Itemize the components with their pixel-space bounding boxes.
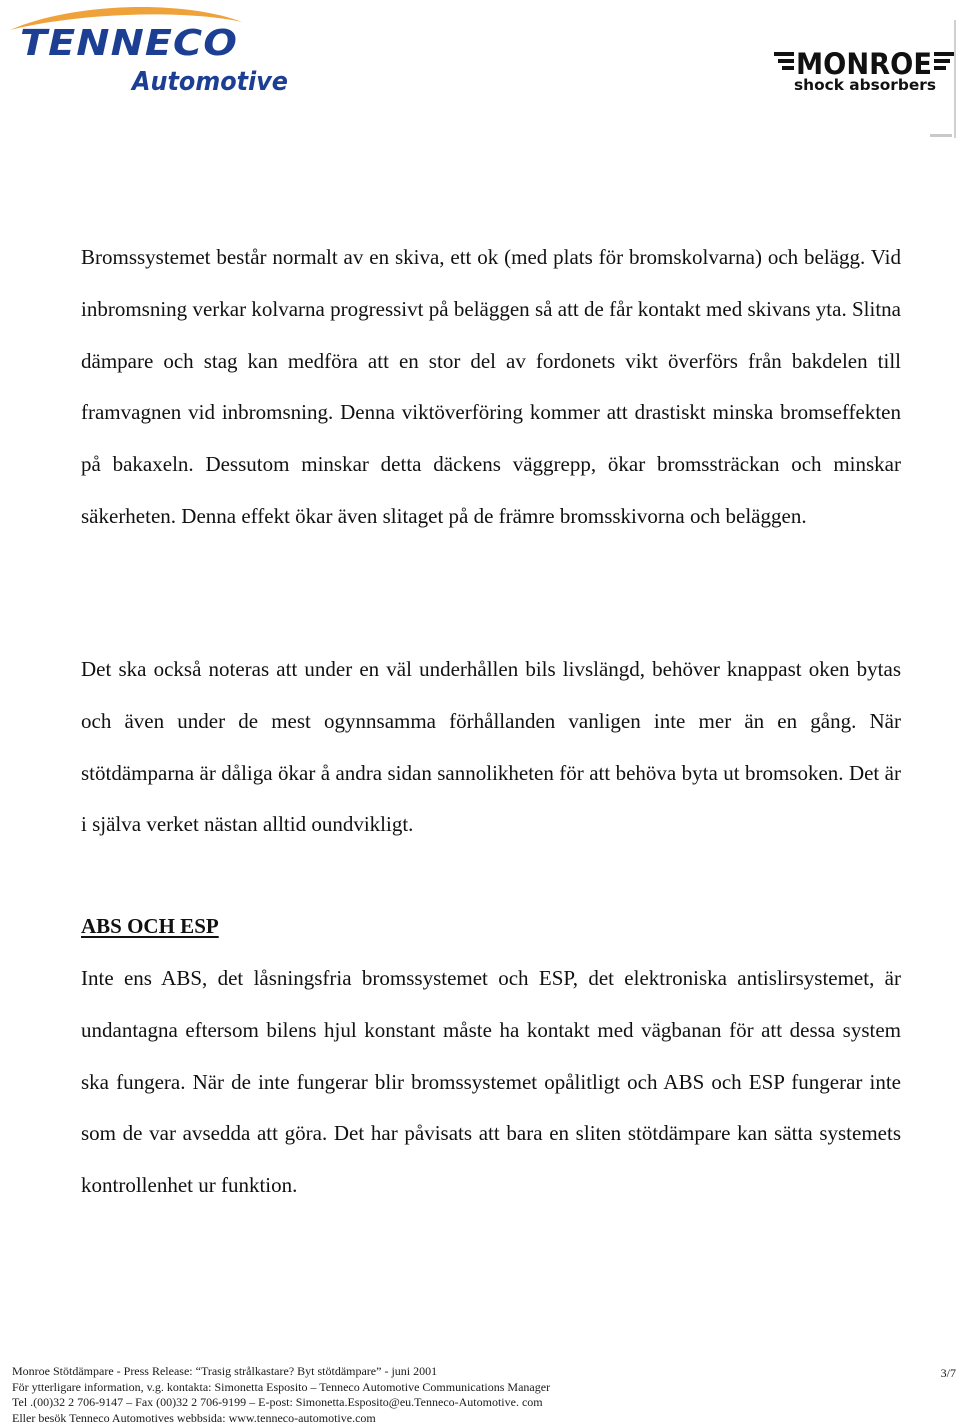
- monroe-stripes-right: [934, 52, 954, 70]
- page-edge-mark: [954, 20, 956, 138]
- footer-website: Eller besök Tenneco Automotives webbsida: www.tenneco-automotive.com: [12, 1410, 376, 1425]
- tenneco-logo-subline: Automotive: [130, 67, 288, 97]
- footer-phone-email: Tel .(00)32 2 706-9147 – Fax (00)32 2 706-9199 – E-post: Simonetta.Esposito@eu.Tenneco-Automotive. com: [12, 1395, 543, 1409]
- press-release-footer: [12, 1364, 892, 1426]
- body-paragraph-brake-calipers: Det ska också noteras att under en väl underhållen bils livslängd, behöver knappast oken bytas och även under de mest ogynnsamma förhållanden vanligen inte mer än en gång. När stötdämparna är dåliga ökar å andra sidan sannolikheten för att behöva byta ut bromsoken. Det är i själva verket nästan alltid oundvikligt.: [81, 657, 901, 837]
- monroe-logo-wordmark: MONROE: [796, 47, 932, 81]
- body-paragraph-abs-esp: Inte ens ABS, det låsningsfria bromssystemet och ESP, det elektroniska antislirsystemet, är undantagna eftersom bilens hjul konstant måste ha kontakt med vägbanan för att dessa system ska fungera. När de inte fungerar blir bromssystemet opålitligt och ABS och ESP fungerar inte som de var avsedda att göra. Det har påvisats att bara en sliten stötdämpare kan sätta systemets kontrollenhet ur funktion.: [81, 966, 901, 1198]
- tenneco-automotive-logo: [4, 4, 294, 98]
- body-paragraph-brake-system: Bromssystemet består normalt av en skiva, ett ok (med plats för bromskolvarna) och belägg. Vid inbromsning verkar kolvarna progressivt på beläggen så att de får kontakt med skivans yta. Slitna dämpare och stag kan medföra att en stor del av fordonets vikt överförs från bakdelen till framvagnen vid inbromsning. Denna viktöverföring kommer att drastiskt minska bromseffekten på bakaxeln. Dessutom minskar detta däckens väggrepp, ökar bromssträckan och minskar säkerheten. Denna effekt ökar även slitaget på de främre bromsskivorna och beläggen.: [81, 245, 901, 528]
- monroe-logo-subline: shock absorbers: [794, 76, 937, 94]
- page-corner-tag: [930, 134, 952, 137]
- section-heading-abs-esp: ABS OCH ESP: [81, 914, 219, 938]
- footer-contact-person: För ytterligare information, v.g. kontakta: Simonetta Esposito – Tenneco Automotive Communications Manager: [12, 1379, 551, 1394]
- monroe-shock-absorbers-logo: [772, 44, 958, 98]
- monroe-stripes-left: [774, 52, 794, 70]
- tenneco-logo-wordmark: TENNECO: [20, 23, 238, 64]
- page-number: 3/7: [940, 1366, 956, 1380]
- footer-release-title: Monroe Stötdämpare - Press Release: “Trasig strålkastare? Byt stötdämpare” - juni 2001: [12, 1364, 438, 1378]
